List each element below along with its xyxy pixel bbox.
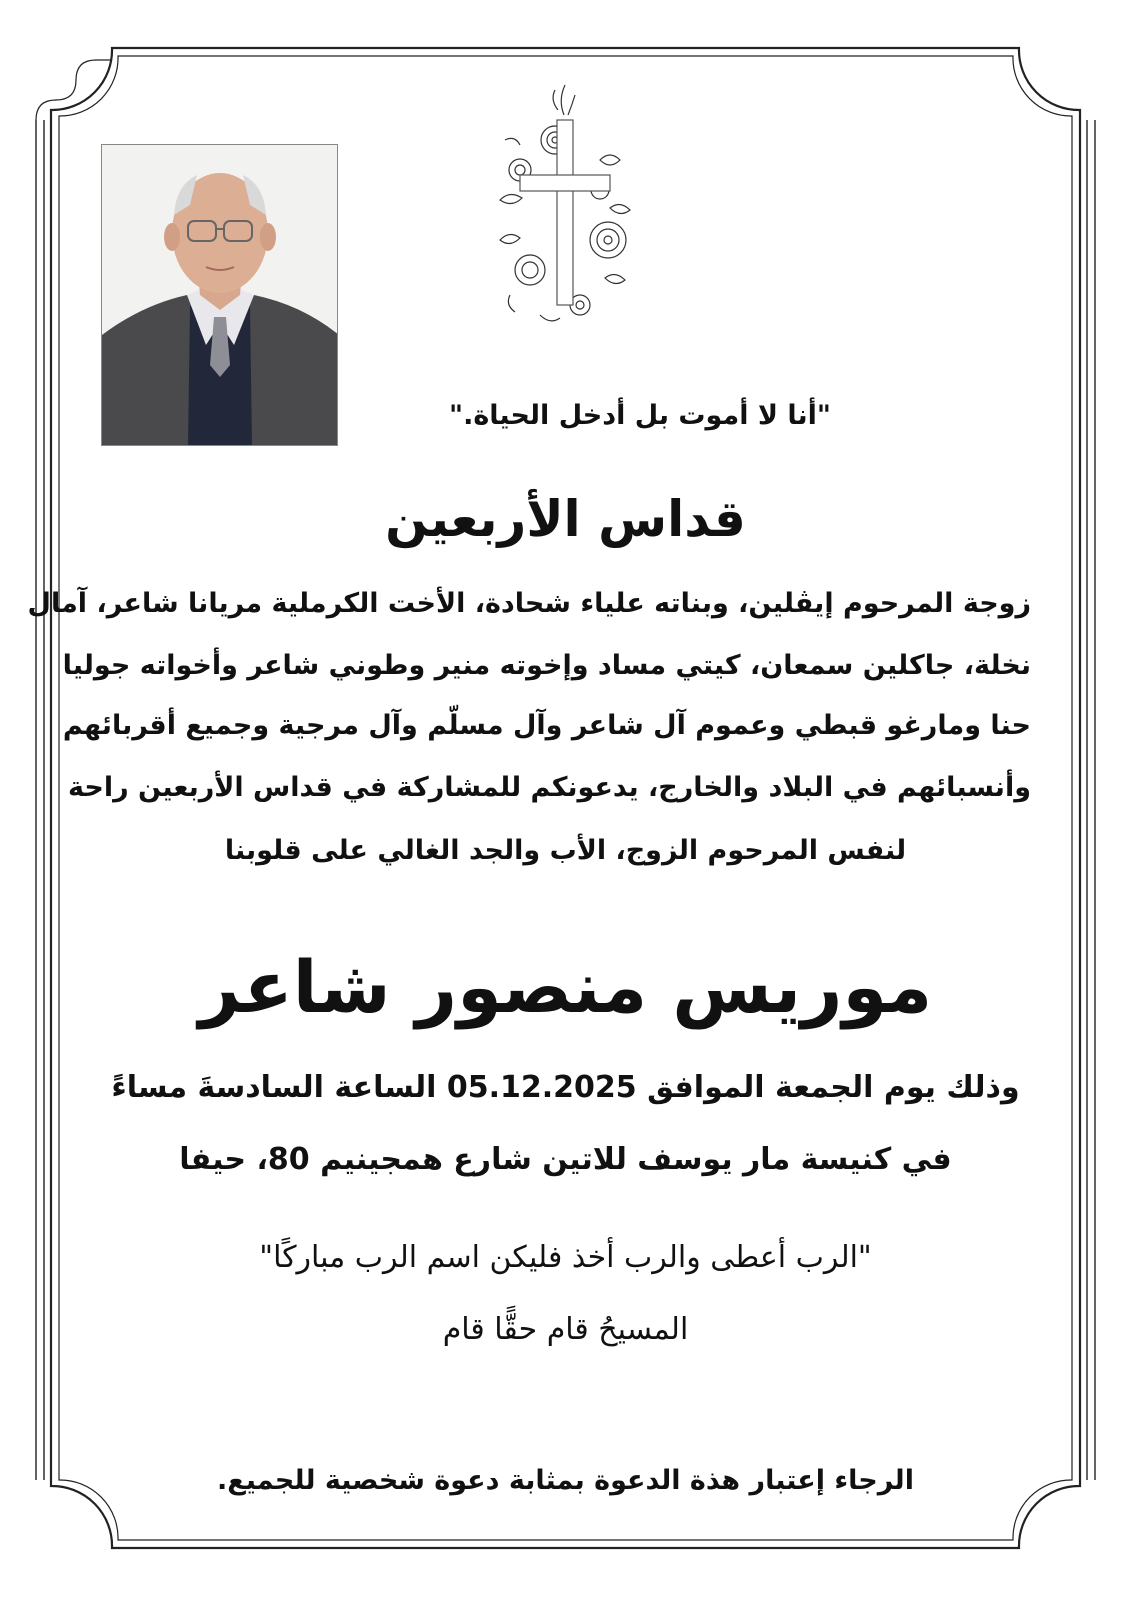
date-line: وذلك يوم الجمعة الموافق 05.12.2025 الساعة السادسةَ مساءً bbox=[111, 1070, 1020, 1105]
place-line: في كنيسة مار يوسف للاتين شارع همجينيم 80، حيفا bbox=[179, 1142, 952, 1177]
body-line: وأنسبائهم في البلاد والخارج، يدعونكم للمشاركة في قداس الأربعين راحة bbox=[68, 772, 1031, 803]
body-line: نخلة، جاكلين سمعان، كيتي مساد وإخوته منير وطوني شاعر وأخواته جوليا bbox=[62, 650, 1031, 681]
page-title: قداس الأربعين bbox=[385, 490, 746, 548]
verse-quote: "الرب أعطى والرب أخذ فليكن اسم الرب مباركًا" bbox=[259, 1240, 872, 1275]
deceased-photo bbox=[101, 144, 338, 446]
invitation-note: الرجاء إعتبار هذة الدعوة بمثابة دعوة شخصية للجميع. bbox=[217, 1465, 914, 1496]
deceased-name: موريس منصور شاعر bbox=[198, 945, 933, 1029]
body-line: زوجة المرحوم إيڤلين، وبناته علياء شحادة، الأخت الكرملية مريانا شاعر، آمال bbox=[27, 588, 1031, 619]
body-line: لنفس المرحوم الزوج، الأب والجد الغالي على قلوبنا bbox=[224, 835, 907, 866]
body-line: حنا ومارغو قبطي وعموم آل شاعر وآل مسلّم وآل مرجية وجميع أقربائهم bbox=[62, 710, 1031, 741]
risen-line: المسيحُ قام حقًّا قام bbox=[442, 1312, 689, 1347]
opening-quote: "أنا لا أموت بل أدخل الحياة." bbox=[449, 400, 831, 431]
cross-with-flowers-icon bbox=[480, 80, 650, 330]
